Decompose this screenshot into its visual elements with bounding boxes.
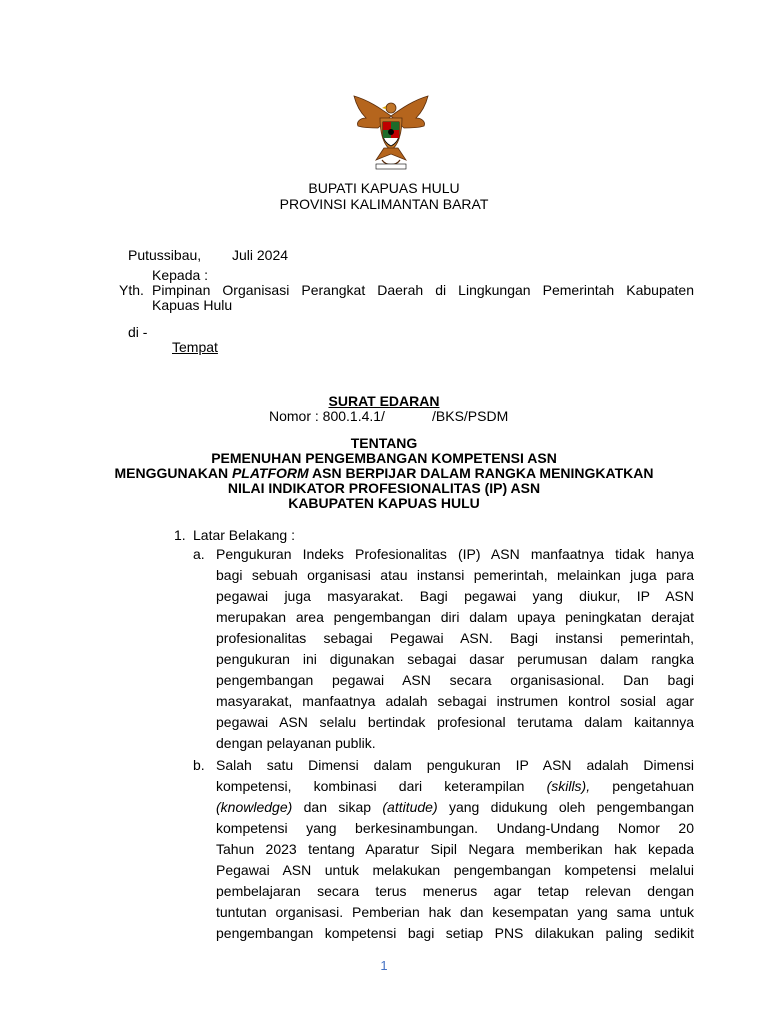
para-a-line: merupakan area pengembangan diri dalam upaya peningkatan derajat [216, 609, 694, 625]
subject-line-1: PEMENUHAN PENGEMBANGAN KOMPETENSI ASN [211, 450, 557, 466]
para-b-line: Tahun 2023 tentang Aparatur Sipil Negara memberikan hak kepada [216, 841, 694, 857]
para-b-text: pengetahuan [590, 778, 694, 794]
para-a-line: Pengukuran Indeks Profesionalitas (IP) ASN manfaatnya tidak hanya [216, 546, 694, 562]
para-b-skills: (skills), [546, 778, 591, 794]
para-a-line: bagi sebuah organisasi atau instansi pemerintah, melainkan juga para [216, 567, 694, 583]
subject-line-3: NILAI INDIKATOR PROFESIONALITAS (IP) ASN [227, 480, 541, 496]
para-a-line: dengan pelayanan publik. [216, 735, 376, 751]
nomor-label: Nomor : 800.1.4.1/ [269, 408, 385, 424]
para-b [216, 755, 694, 944]
page-number: 1 [380, 958, 388, 973]
para-a-line: pegawai ASN selalu bertindak profesional terutama dalam kaitannya [216, 714, 694, 730]
para-a-line: masyarakat, manfaatnya adalah sebagai instrumen kontrol sosial agar [216, 693, 694, 709]
subject-line-2-platform: PLATFORM [231, 465, 309, 481]
para-a-line: profesionalitas sebagai Pegawai ASN. Bagi instansi pemerintah, [216, 630, 694, 646]
para-b-attitude: (attitude) [382, 799, 438, 815]
para-b-text: kompetensi, kombinasi dari keterampilan [216, 778, 547, 794]
para-b-line: tuntutan organisasi. Pemberian hak dan kesempatan yang sama untuk [216, 904, 694, 920]
para-b-line: pengembangan kompetensi bagi setiap PNS dilakukan paling sedikit [216, 925, 694, 941]
document-title: SURAT EDARAN [328, 393, 440, 409]
para-b-line: pembelajaran secara terus menerus agar tetap relevan dengan [216, 883, 694, 899]
recipient-kepada: Kepada : [152, 267, 209, 283]
para-b-marker: b. [193, 757, 205, 773]
para-b-text: yang didukung oleh pengembangan [437, 799, 694, 815]
para-b-line: Salah satu Dimensi dalam pengukuran IP ASN adalah Dimensi [216, 757, 694, 773]
para-b-line [216, 776, 694, 797]
recipient-di: di - [128, 324, 148, 340]
para-a [216, 544, 694, 754]
letterhead-line-2: PROVINSI KALIMANTAN BARAT [279, 196, 489, 212]
subject-block [0, 436, 768, 511]
tentang-heading: TENTANG [350, 435, 418, 451]
para-a-line: pengukuran ini digunakan sebagai dasar perumusan dalam rangka [216, 651, 694, 667]
para-a-line: pegawai juga masyarakat. Bagi pegawai yang diukur, IP ASN [216, 588, 694, 604]
para-b-text: dan sikap [292, 799, 383, 815]
nomor-suffix: /BKS/PSDM [432, 408, 509, 424]
para-b-knowledge: (knowledge) [216, 799, 293, 815]
letterhead [0, 180, 768, 212]
para-a-marker: a. [193, 546, 205, 562]
para-b-line: kompetensi yang berkesinambungan. Undang-Undang Nomor 20 [216, 820, 694, 836]
recipient-line-2: Kapuas Hulu [152, 297, 233, 313]
subject-line-4: KABUPATEN KAPUAS HULU [288, 495, 480, 511]
para-a-line: pengembangan pegawai ASN secara organisasional. Dan bagi [216, 672, 694, 688]
date: Juli 2024 [232, 247, 289, 263]
subject-line-2 [0, 466, 768, 481]
letterhead-line-1: BUPATI KAPUAS HULU [308, 180, 460, 196]
para-b-line [216, 797, 694, 818]
para-b-line: Pegawai ASN untuk melakukan pengembangan kompetensi melalui [216, 862, 694, 878]
recipient-tempat: Tempat [172, 339, 218, 355]
subject-line-2-c: ASN BERPIJAR DALAM RANGKA MENINGKATKAN [308, 465, 654, 481]
recipient-line-1: Pimpinan Organisasi Perangkat Daerah di Lingkungan Pemerintah Kabupaten [152, 282, 694, 298]
place: Putussibau, [128, 247, 202, 263]
section-1-label: Latar Belakang : [193, 527, 295, 543]
subject-line-2-a: MENGGUNAKAN [114, 465, 232, 481]
recipient-yth: Yth. [119, 282, 144, 298]
garuda-emblem-icon [346, 94, 436, 174]
section-1-number: 1. [174, 527, 186, 543]
